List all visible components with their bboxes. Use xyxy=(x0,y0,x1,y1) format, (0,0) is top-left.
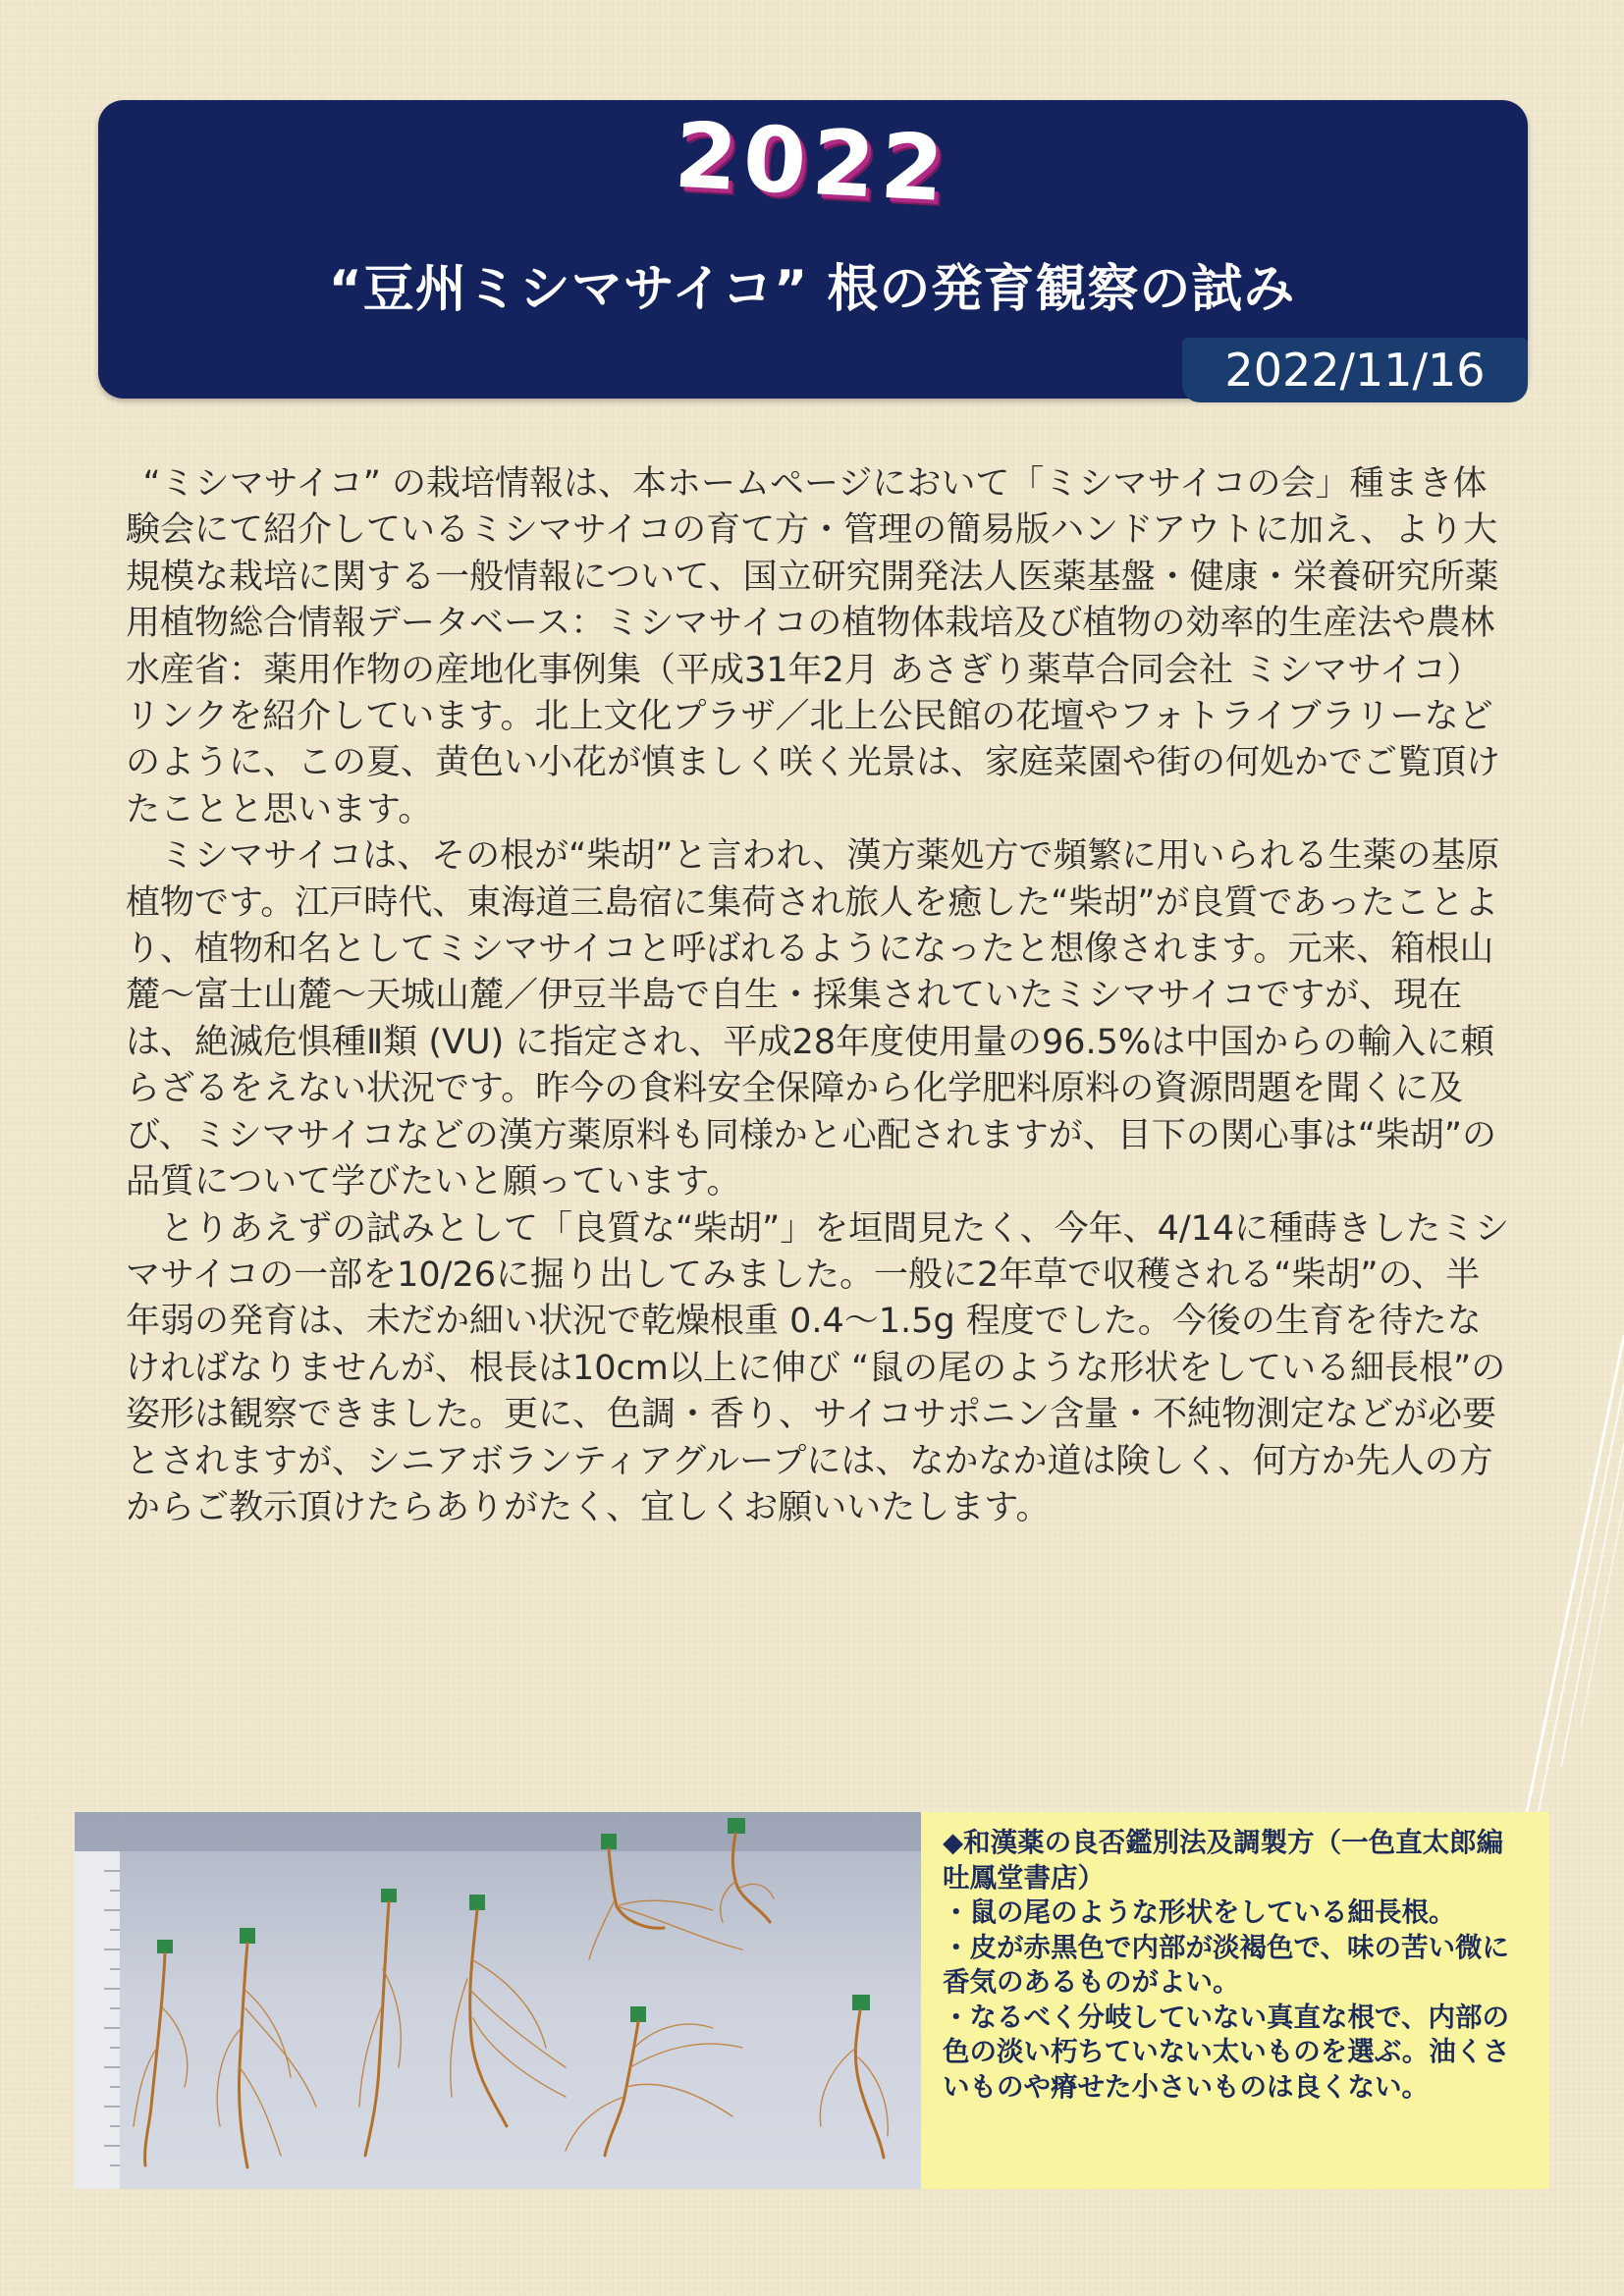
paragraph-background: ミシマサイコは、その根が“柴胡”と言われ、漢方薬処方で頻繁に用いられる生薬の基原植物です。江戸時代、東海道三島宿に集荷され旅人を癒した“柴胡”が良質であったことより、植物和名としてミシマサイコと呼ばれるようになったと想像されます。元来、箱根山麓～富士山麓～天城山麓／伊豆半島で自生・採集されていたミシマサイコですが、現在は、絶滅危惧種Ⅱ類 (VU) に指定され、平成28年度使用量の96.5%は中国からの輸入に頼らざるをえない状況です。昨今の食料安全保障から化学肥料原料の資源問題を聞くに及び、ミシマサイコなどの漢方薬原料も同様かと心配されますが、目下の関心事は“柴胡”の品質について学びたいと願っています。 xyxy=(126,836,1500,1202)
paragraph-intro: “ミシマサイコ” の栽培情報は、本ホームページにおいて「ミシマサイコの会」種まき体験会にて紹介しているミシマサイコの育て方・管理の簡易版ハンドアウトに加え、より大規模な栽培に関する一般情報について、国立研究開発法人医薬基盤・健康・栄養研究所薬用植物総合情報データベース：ミシマサイコの植物体栽培及び植物の効率的生産法や農林水産省：薬用作物の産地化事例集（平成31年2月 あさぎり薬草合同会社 ミシマサイコ）リンクを紹介しています。北上文化プラザ／北上公民館の花壇やフォトライブラリーなどのように、この夏、黄色い小花が慎ましく咲く光景は、家庭菜園や街の何処かでご覧頂けたことと思います。 xyxy=(126,464,1501,829)
note-item: ・鼠の尾のような形状をしている細長根。 xyxy=(943,1896,1456,1928)
page-title: “豆州ミシマサイコ” 根の発育観察の試み xyxy=(328,260,1296,319)
appraisal-note xyxy=(921,1812,1549,2189)
date-badge: 2022/11/16 xyxy=(1182,338,1528,402)
note-heading: ◆和漢薬の良否鑑別法及調製方（一色直太郎編 吐鳳堂書店） xyxy=(943,1827,1504,1894)
article-body xyxy=(126,461,1510,1531)
roots-photo-image xyxy=(75,1812,921,2189)
note-item: ・なるべく分岐していない真直な根で、内部の色の淡い朽ちていない太いものを選ぶ。油くさいものや瘠せた小さいものは良くない。 xyxy=(943,2001,1510,2103)
roots-photo xyxy=(75,1812,921,2189)
paragraph-observation: とりあえずの試みとして「良質な“柴胡”」を垣間見たく、今年、4/14に種蒔きしたミシマサイコの一部を10/26に掘り出してみました。一般に2年草で収穫される“柴胡”の、半年弱の発育は、未だか細い状況で乾燥根重 0.4～1.5g 程度でした。今後の生育を待たなければなりませんが、根長は10cm以上に伸び “鼠の尾のような形状をしている細長根”の姿形は観察できました。更に、色調・香り、サイコサポニン含量・不純物測定などが必要とされますが、シニアボランティアグループには、なかなか道は険しく、何方か先人の方からご教示頂けたらありがたく、宜しくお願いいたします。 xyxy=(126,1208,1510,1527)
year-title: 2022 xyxy=(672,102,952,223)
note-item: ・皮が赤黒色で内部が淡褐色で、味の苦い微に香気のあるものがよい。 xyxy=(943,1931,1509,1998)
